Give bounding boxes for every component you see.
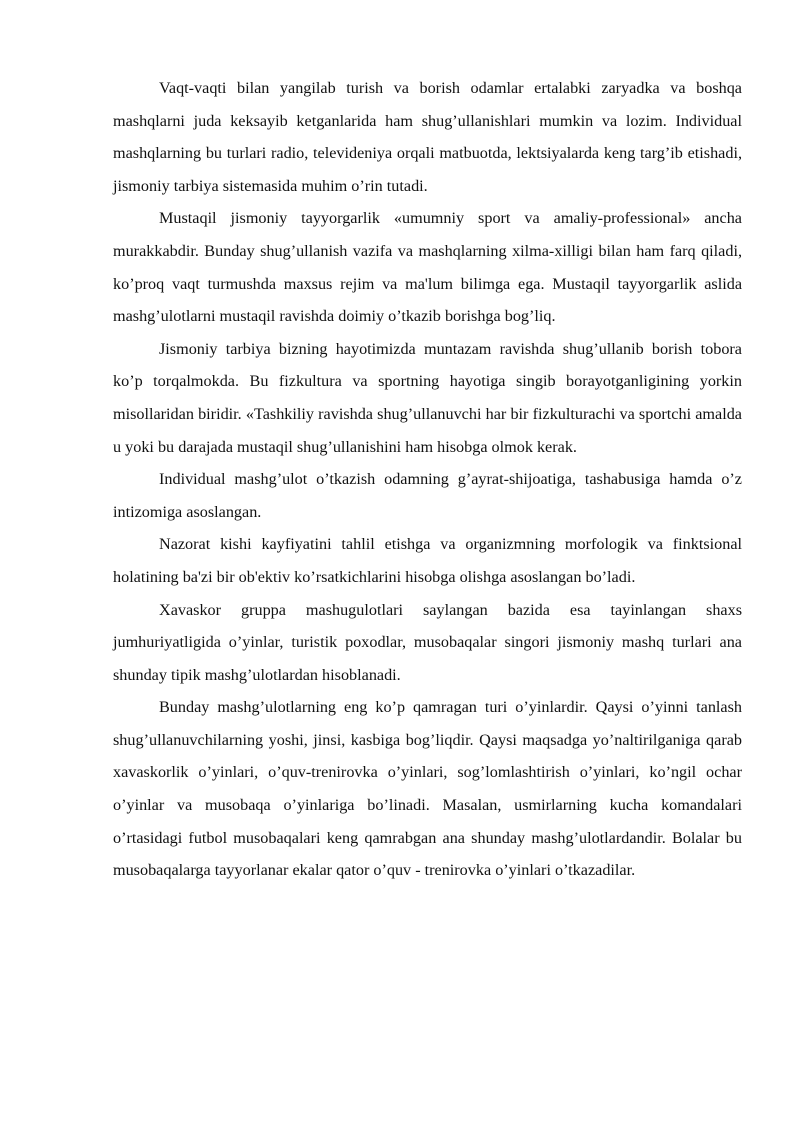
paragraph-5: Nazorat kishi kayfiyatini tahlil etishga va organizmning morfologik va finktsional holatining ba'zi bir ob'ektiv ko’rsatkichlarini hisobga olishga asoslangan bo’ladi. bbox=[113, 535, 742, 586]
paragraph-2: Mustaqil jismoniy tayyorgarlik «umumniy sport va amaliy-professional» ancha murakkabdir. Bunday shug’ullanish vazifa va mashqlarning xilma-xilligi bilan ham farq qiladi, ko’proq vaqt turmushda maxsus rejim va ma'lum bilimga ega. Mustaqil tayyorgarlik aslida mashg’ulotlarni mustaqil ravishda doimiy o’tkazib borishga bog’liq. bbox=[113, 209, 742, 326]
paragraph-6: Xavaskor gruppa mashugulotlari saylangan bazida esa tayinlangan shaxs jumhuriyatligida o’yinlar, turistik poxodlar, musobaqalar singori jismoniy mashq turlari ana shunday tipik mashg’ulotlardan hisoblanadi. bbox=[113, 600, 742, 684]
paragraph-1: Vaqt-vaqti bilan yangilab turish va borish odamlar ertalabki zaryadka va boshqa mashqlarni juda keksayib ketganlarida ham shug’ullanishlari mumkin va lozim. Individual mashqlarning bu turlari radio, televideniya orqali matbuotda, lektsiyalarda keng targ’ib etishadi, jismoniy tarbiya sistemasida muhim o’rin tutadi. bbox=[113, 79, 742, 195]
paragraph-7: Bunday mashg’ulotlarning eng ko’p qamragan turi o’yinlardir. Qaysi o’yinni tanlash shug’ullanuvchilarning yoshi, jinsi, kasbiga bog’liqdir. Qaysi maqsadga yo’naltirilganiga qarab xavaskorlik o’yinlari, o’quv-trenirovka o’yinlari, sog’lomlashtirish o’yinlari, ko’ngil ochar o’yinlar va musobaqa o’yinlariga bo’linadi. Masalan, usmirlarning kucha komandalari o’rtasidagi futbol musobaqalari keng qamrabgan ana shunday mashg’ulotlardandir. Bolalar bu musobaqalarga tayyorlanar ekalar qator o’quv - trenirovka o’yinlari o’tkazadilar. bbox=[113, 698, 742, 880]
paragraph-3: Jismoniy tarbiya bizning hayotimizda muntazam ravishda shug’ullanib borish tobora ko’p torqalmokda. Bu fizkultura va sportning hayotiga singib borayotganligining yorkin misollaridan biridir. «Tashkiliy ravishda shug’ullanuvchi har bir fizkulturachi va sportchi amalda u yoki bu darajada mustaqil shug’ullanishini ham hisobga olmok kerak. bbox=[113, 339, 742, 456]
paragraph-4: Individual mashg’ulot o’tkazish odamning g’ayrat-shijoatiga, tashabusiga hamda o’z intizomiga asoslangan. bbox=[113, 470, 742, 521]
body-text bbox=[113, 72, 742, 887]
